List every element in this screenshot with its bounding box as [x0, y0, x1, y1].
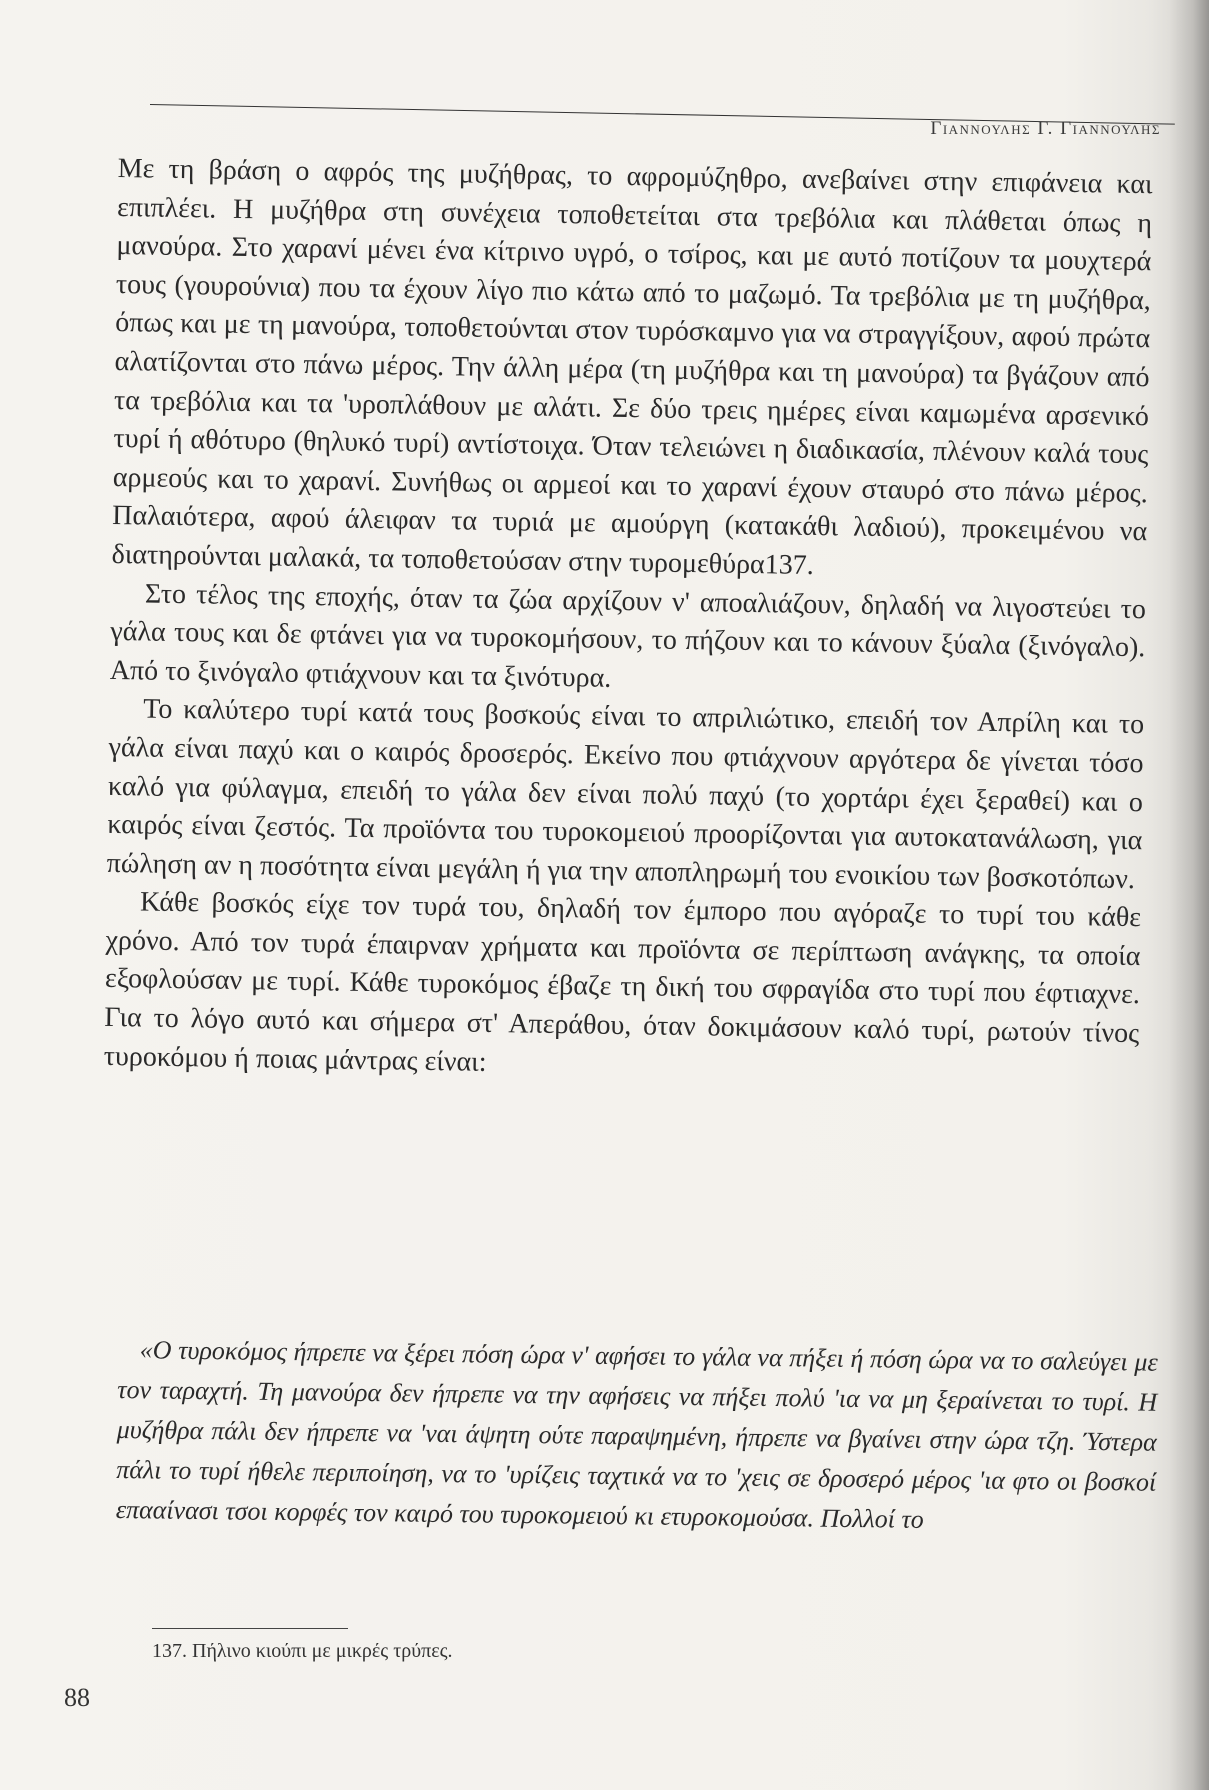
quote-text: «Ο τυροκόμος ήπρεπε να ξέρει πόση ώρα ν' αφήσει το γάλα να πήξει ή πόση ώρα να το σαλεύγει με τον ταραχτή. Τη μανούρα δεν ήπρεπε να την αφήσεις να πήξει πολύ 'ια να μη ξεραίνεται το τυρί. Η μυζήθρα πάλι δεν ήπρεπε να 'ναι άψητη ούτε παραψημένη, ήπρεπε να βγαίνει στην ώρα τζη. Ύστερα πάλι το τυρί ήθελε περιποίηση, να το 'υρίζεις ταχτικά να το 'χεις σε δροσερό μέρος 'ια φτο οι βοσκοί επααίνασι τσοι κορφές τον καιρό του τυροκομειού κι ετυροκομούσα. Πολλοί το — [115, 1335, 1158, 1534]
footnote: 137. Πήλινο κιούπι με μικρές τρύπες. — [152, 1640, 453, 1662]
paragraph: Το καλύτερο τυρί κατά τους βοσκούς είναι το απριλιώτικο, επειδή τον Απρίλη και το γάλα είναι παχύ και ο καιρός δροσερός. Εκείνο που φτιάχνουν αργότερα δε γίνεται τόσο καλό για φύλαγμα, επειδή το γάλα δεν είναι πολύ παχύ (το χορτάρι έχει ξεραθεί) και ο καιρός είναι ζεστός. Τα προϊόντα του τυροκομειού προορίζονται για αυτοκατανάλωση, για πώληση αν η ποσότητα είναι μεγάλη ή για την αποπληρωμή του ενοικίου των βοσκοτόπων. — [106, 693, 1145, 895]
running-head: Γιαννουλης Γ. Γιαννουλης — [930, 118, 1161, 139]
paragraph: Με τη βράση ο αφρός της μυζήθρας, το αφρομύζηθρο, ανεβαίνει στην επιφάνεια και επιπλέει. Η μυζήθρα στη συνέχεια τοποθετείται στα τρεβόλια και πλάθεται όπως η μανούρα. Στο χαρανί μένει ένα κίτρινο υγρό, ο τσίρος, και με αυτό ποτίζουν τα μουχτερά τους (γουρούνια) που τα έχουν λίγο πιο κάτω από το μαζωμό. Τα τρεβόλια με τη μυζήθρα, όπως και με τη μανούρα, τοποθετούνται στον τυρόσκαμνο για να στραγγίξουν, αφού πρώτα αλατίζονται στο πάνω μέρος. Την άλλη μέρα (τη μυζήθρα και τη μανούρα) τα βγάζουν από τα τρεβόλια και τα 'υροπλάθουν με αλάτι. Σε δύο τρεις ημέρες είναι καμωμένα αρσενικό τυρί ή αθότυρο (θηλυκό τυρί) αντίστοιχα. Όταν τελειώνει η διαδικασία, πλένουν καλά τους αρμεούς και το χαρανί. Συνήθως οι αρμεοί και το χαρανί έχουν σταυρό στο πάνω μέρος. Παλαιότερα, αφού άλειφαν τα τυριά με αμούργη (κατακάθι λαδιού), προκειμένου να διατηρούνται μαλακά, τα τοποθετούσαν στην τυρομεθύρα137. — [111, 152, 1153, 581]
paragraph: Στο τέλος της εποχής, όταν τα ζώα αρχίζουν ν' αποαλιάζουν, δηλαδή να λιγοστεύει το γάλα τους και δε φτάνει για να τυροκομήσουν, το πήζουν και το κάνουν ξύαλα (ξινόγαλο). Από το ξινόγαλο φτιάχνουν και τα ξινότυρα. — [109, 578, 1147, 694]
footnote-rule — [152, 1628, 348, 1629]
body-text — [103, 150, 1152, 1092]
page-number: 88 — [64, 1683, 90, 1712]
block-quote — [116, 1330, 1158, 1543]
paragraph: Κάθε βοσκός είχε τον τυρά του, δηλαδή τον έμπορο που αγόραζε το τυρί του κάθε χρόνο. Από τον τυρά έπαιρναν χρήματα και προϊόντα σε περίπτωση ανάγκης, τα οποία εξοφλούσαν με τυρί. Κάθε τυροκόμος έβαζε τη δική του σφραγίδα στο τυρί που έφτιαχνε. Για το λόγο αυτό και σήμερα στ' Απεράθου, όταν δοκιμάσουν καλό τυρί, ρωτούν τίνος τυροκόμου ή ποιας μάντρας είναι: — [103, 886, 1142, 1078]
page-edge-shadow — [1169, 0, 1209, 1790]
